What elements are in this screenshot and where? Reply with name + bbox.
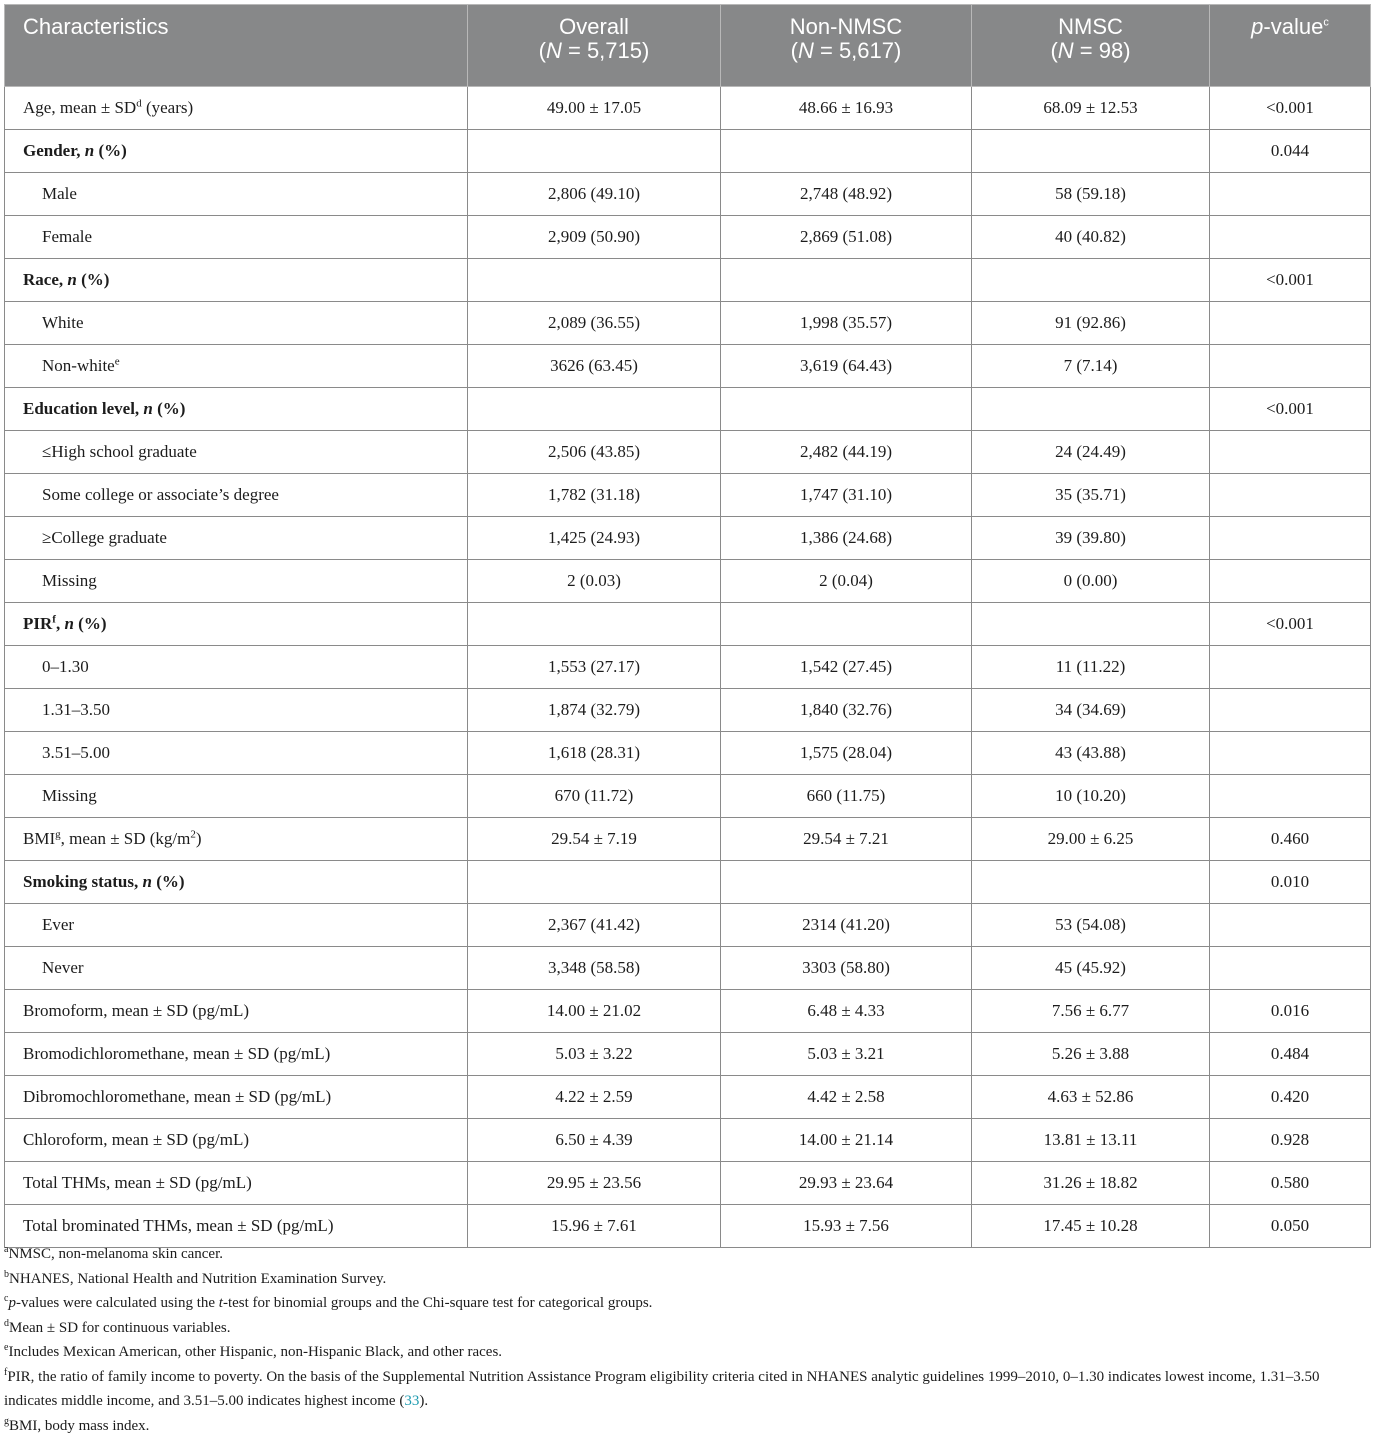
cell-non-nmsc: 1,840 (32.76) bbox=[721, 689, 972, 732]
cell-p-value: <0.001 bbox=[1210, 259, 1371, 302]
table-row bbox=[5, 216, 1371, 259]
cell-non-nmsc: 29.54 ± 7.21 bbox=[721, 818, 972, 861]
cell-overall: 2,909 (50.90) bbox=[468, 216, 721, 259]
table-row bbox=[5, 130, 1371, 173]
table-row bbox=[5, 603, 1371, 646]
cell-non-nmsc: 1,386 (24.68) bbox=[721, 517, 972, 560]
cell-non-nmsc: 29.93 ± 23.64 bbox=[721, 1162, 972, 1205]
cell-non-nmsc: 1,575 (28.04) bbox=[721, 732, 972, 775]
cell-nmsc: 53 (54.08) bbox=[972, 904, 1210, 947]
cell-nmsc: 13.81 ± 13.11 bbox=[972, 1119, 1210, 1162]
cell-nmsc: 35 (35.71) bbox=[972, 474, 1210, 517]
cell-non-nmsc: 2,748 (48.92) bbox=[721, 173, 972, 216]
row-label: Male bbox=[5, 173, 468, 216]
cell-nmsc bbox=[972, 130, 1210, 173]
cell-overall: 1,618 (28.31) bbox=[468, 732, 721, 775]
row-label: Ever bbox=[5, 904, 468, 947]
row-label: PIR$^f$, n (%) bbox=[5, 603, 468, 646]
table-row bbox=[5, 474, 1371, 517]
table-row bbox=[5, 517, 1371, 560]
cell-p-value: 0.580 bbox=[1210, 1162, 1371, 1205]
table-row bbox=[5, 689, 1371, 732]
row-label: Female bbox=[5, 216, 468, 259]
cell-nmsc: 5.26 ± 3.88 bbox=[972, 1033, 1210, 1076]
cell-non-nmsc bbox=[721, 388, 972, 431]
footnote-b: $^b$NHANES, National Health and Nutrition Examination Survey. bbox=[4, 1268, 387, 1287]
table-row bbox=[5, 302, 1371, 345]
table-row bbox=[5, 388, 1371, 431]
cell-non-nmsc: 14.00 ± 21.14 bbox=[721, 1119, 972, 1162]
cell-p-value bbox=[1210, 216, 1371, 259]
cell-non-nmsc bbox=[721, 861, 972, 904]
cell-overall: 1,782 (31.18) bbox=[468, 474, 721, 517]
cell-p-value bbox=[1210, 646, 1371, 689]
row-label: BMI$^g$, mean ± SD $(kg/m^2)$ bbox=[5, 818, 468, 861]
table-row bbox=[5, 646, 1371, 689]
cell-p-value bbox=[1210, 904, 1371, 947]
cell-overall bbox=[468, 603, 721, 646]
cell-p-value: <0.001 bbox=[1210, 603, 1371, 646]
cell-non-nmsc: 1,542 (27.45) bbox=[721, 646, 972, 689]
cell-nmsc: 40 (40.82) bbox=[972, 216, 1210, 259]
cell-non-nmsc bbox=[721, 130, 972, 173]
cell-nmsc: 43 (43.88) bbox=[972, 732, 1210, 775]
row-label: Smoking status, n (%) bbox=[5, 861, 468, 904]
footnotes bbox=[4, 1242, 1370, 1438]
cell-overall: 2,089 (36.55) bbox=[468, 302, 721, 345]
cell-nmsc: 10 (10.20) bbox=[972, 775, 1210, 818]
cell-overall: 6.50 ± 4.39 bbox=[468, 1119, 721, 1162]
table-row bbox=[5, 259, 1371, 302]
cell-overall: 3626 (63.45) bbox=[468, 345, 721, 388]
cell-p-value bbox=[1210, 689, 1371, 732]
row-label: ≥College graduate bbox=[5, 517, 468, 560]
cell-nmsc: 91 (92.86) bbox=[972, 302, 1210, 345]
table-row bbox=[5, 818, 1371, 861]
row-label: Missing bbox=[5, 560, 468, 603]
cell-nmsc: 4.63 ± 52.86 bbox=[972, 1076, 1210, 1119]
header-p-value: p-value$^c$ bbox=[1210, 5, 1371, 87]
cell-overall: 29.54 ± 7.19 bbox=[468, 818, 721, 861]
cell-p-value bbox=[1210, 560, 1371, 603]
characteristics-table bbox=[4, 4, 1371, 1248]
row-label: Age, mean ± $SD^d$ (years) bbox=[5, 87, 468, 130]
footnote-g: $^g$BMI, body mass index. bbox=[4, 1415, 150, 1434]
cell-p-value bbox=[1210, 947, 1371, 990]
footnote-c: $^c$p-values were calculated using the t-test for binomial groups and the Chi-square test for categorical groups. bbox=[4, 1293, 653, 1311]
cell-non-nmsc: 48.66 ± 16.93 bbox=[721, 87, 972, 130]
cell-nmsc: 58 (59.18) bbox=[972, 173, 1210, 216]
cell-p-value: 0.420 bbox=[1210, 1076, 1371, 1119]
row-label: Non-white$^e$ bbox=[5, 345, 468, 388]
cell-p-value: 0.928 bbox=[1210, 1119, 1371, 1162]
cell-p-value bbox=[1210, 517, 1371, 560]
table-row bbox=[5, 1162, 1371, 1205]
cell-nmsc: 34 (34.69) bbox=[972, 689, 1210, 732]
cell-nmsc bbox=[972, 861, 1210, 904]
row-label: Chloroform, mean ± SD (pg/mL) bbox=[5, 1119, 468, 1162]
cell-overall: 2 (0.03) bbox=[468, 560, 721, 603]
cell-overall bbox=[468, 259, 721, 302]
table-row bbox=[5, 431, 1371, 474]
row-label: Never bbox=[5, 947, 468, 990]
cell-overall: 1,874 (32.79) bbox=[468, 689, 721, 732]
footnote-d: $^d$Mean ± SD for continuous variables. bbox=[4, 1317, 231, 1336]
cell-nmsc: 0 (0.00) bbox=[972, 560, 1210, 603]
row-label: Gender, n (%) bbox=[5, 130, 468, 173]
table-row bbox=[5, 947, 1371, 990]
cell-non-nmsc: 1,747 (31.10) bbox=[721, 474, 972, 517]
cell-nmsc: 45 (45.92) bbox=[972, 947, 1210, 990]
reference-link[interactable]: 33 bbox=[404, 1393, 420, 1409]
cell-nmsc bbox=[972, 603, 1210, 646]
cell-nmsc: 24 (24.49) bbox=[972, 431, 1210, 474]
cell-p-value: 0.050 bbox=[1210, 1205, 1371, 1248]
cell-p-value: 0.460 bbox=[1210, 818, 1371, 861]
cell-non-nmsc: 2 (0.04) bbox=[721, 560, 972, 603]
cell-p-value bbox=[1210, 173, 1371, 216]
row-label: Bromodichloromethane, mean ± SD (pg/mL) bbox=[5, 1033, 468, 1076]
footnote-e: $^e$Includes Mexican American, other Hispanic, non-Hispanic Black, and other races. bbox=[4, 1342, 503, 1360]
cell-non-nmsc: 5.03 ± 3.21 bbox=[721, 1033, 972, 1076]
cell-p-value bbox=[1210, 431, 1371, 474]
table-row bbox=[5, 173, 1371, 216]
cell-non-nmsc bbox=[721, 259, 972, 302]
header-nmsc: NMSC (N = 98) bbox=[972, 5, 1210, 87]
cell-non-nmsc: 660 (11.75) bbox=[721, 775, 972, 818]
cell-overall: 4.22 ± 2.59 bbox=[468, 1076, 721, 1119]
row-label: 3.51–5.00 bbox=[5, 732, 468, 775]
row-label: Race, n (%) bbox=[5, 259, 468, 302]
cell-non-nmsc: 1,998 (35.57) bbox=[721, 302, 972, 345]
cell-p-value bbox=[1210, 345, 1371, 388]
table-row bbox=[5, 560, 1371, 603]
cell-nmsc: 29.00 ± 6.25 bbox=[972, 818, 1210, 861]
cell-p-value: <0.001 bbox=[1210, 388, 1371, 431]
table-row bbox=[5, 1033, 1371, 1076]
cell-overall: 29.95 ± 23.56 bbox=[468, 1162, 721, 1205]
cell-non-nmsc: 2,869 (51.08) bbox=[721, 216, 972, 259]
header-non-nmsc: Non-NMSC (N = 5,617) bbox=[721, 5, 972, 87]
cell-overall: 3,348 (58.58) bbox=[468, 947, 721, 990]
table-row bbox=[5, 87, 1371, 130]
table-row bbox=[5, 904, 1371, 947]
row-label: 1.31–3.50 bbox=[5, 689, 468, 732]
cell-overall: 1,553 (27.17) bbox=[468, 646, 721, 689]
cell-overall: 2,806 (49.10) bbox=[468, 173, 721, 216]
cell-overall: 1,425 (24.93) bbox=[468, 517, 721, 560]
cell-overall: 49.00 ± 17.05 bbox=[468, 87, 721, 130]
row-label: ≤High school graduate bbox=[5, 431, 468, 474]
row-label: Dibromochloromethane, mean ± SD (pg/mL) bbox=[5, 1076, 468, 1119]
cell-overall: 14.00 ± 21.02 bbox=[468, 990, 721, 1033]
cell-overall bbox=[468, 861, 721, 904]
cell-non-nmsc: 4.42 ± 2.58 bbox=[721, 1076, 972, 1119]
cell-p-value: 0.016 bbox=[1210, 990, 1371, 1033]
cell-non-nmsc: 15.93 ± 7.56 bbox=[721, 1205, 972, 1248]
cell-overall: 2,367 (41.42) bbox=[468, 904, 721, 947]
row-label: Bromoform, mean ± SD (pg/mL) bbox=[5, 990, 468, 1033]
cell-p-value: 0.010 bbox=[1210, 861, 1371, 904]
cell-non-nmsc bbox=[721, 603, 972, 646]
cell-nmsc: 68.09 ± 12.53 bbox=[972, 87, 1210, 130]
cell-overall bbox=[468, 388, 721, 431]
row-label: Total brominated THMs, mean ± SD (pg/mL) bbox=[5, 1205, 468, 1248]
cell-overall: 5.03 ± 3.22 bbox=[468, 1033, 721, 1076]
table-row bbox=[5, 1076, 1371, 1119]
cell-non-nmsc: 3303 (58.80) bbox=[721, 947, 972, 990]
cell-overall: 15.96 ± 7.61 bbox=[468, 1205, 721, 1248]
footnote-f: $^f$PIR, the ratio of family income to poverty. On the basis of the Supplemental Nutrition Assistance Program eligibility criteria cited in NHANES analytic guidelines 1999–2010, 0–1.30 indicates lowest income, 1.31–3.50 indicates middle income, and 3.51–5.00 indicates highest income (33). bbox=[4, 1366, 1320, 1409]
row-label: Some college or associate’s degree bbox=[5, 474, 468, 517]
row-label: Missing bbox=[5, 775, 468, 818]
cell-nmsc: 39 (39.80) bbox=[972, 517, 1210, 560]
cell-p-value bbox=[1210, 732, 1371, 775]
table-row bbox=[5, 990, 1371, 1033]
table-row bbox=[5, 1119, 1371, 1162]
table-row bbox=[5, 861, 1371, 904]
row-label: 0–1.30 bbox=[5, 646, 468, 689]
cell-nmsc: 17.45 ± 10.28 bbox=[972, 1205, 1210, 1248]
table-row bbox=[5, 732, 1371, 775]
footnote-a: $^a$NMSC, non-melanoma skin cancer. bbox=[4, 1244, 223, 1262]
cell-nmsc: 7 (7.14) bbox=[972, 345, 1210, 388]
cell-non-nmsc: 2,482 (44.19) bbox=[721, 431, 972, 474]
cell-p-value: 0.044 bbox=[1210, 130, 1371, 173]
table-row bbox=[5, 775, 1371, 818]
header-characteristics: Characteristics bbox=[5, 5, 468, 87]
cell-overall: 2,506 (43.85) bbox=[468, 431, 721, 474]
cell-p-value bbox=[1210, 302, 1371, 345]
cell-non-nmsc: 6.48 ± 4.33 bbox=[721, 990, 972, 1033]
cell-p-value: <0.001 bbox=[1210, 87, 1371, 130]
cell-nmsc: 7.56 ± 6.77 bbox=[972, 990, 1210, 1033]
cell-nmsc: 31.26 ± 18.82 bbox=[972, 1162, 1210, 1205]
cell-p-value bbox=[1210, 474, 1371, 517]
row-label: Education level, n (%) bbox=[5, 388, 468, 431]
cell-overall bbox=[468, 130, 721, 173]
cell-nmsc: 11 (11.22) bbox=[972, 646, 1210, 689]
row-label: White bbox=[5, 302, 468, 345]
cell-nmsc bbox=[972, 388, 1210, 431]
table-row bbox=[5, 345, 1371, 388]
cell-non-nmsc: 2314 (41.20) bbox=[721, 904, 972, 947]
cell-overall: 670 (11.72) bbox=[468, 775, 721, 818]
cell-non-nmsc: 3,619 (64.43) bbox=[721, 345, 972, 388]
cell-nmsc bbox=[972, 259, 1210, 302]
table-header-row bbox=[5, 5, 1371, 87]
row-label: Total THMs, mean ± SD (pg/mL) bbox=[5, 1162, 468, 1205]
cell-p-value bbox=[1210, 775, 1371, 818]
cell-p-value: 0.484 bbox=[1210, 1033, 1371, 1076]
header-overall: Overall (N = 5,715) bbox=[468, 5, 721, 87]
